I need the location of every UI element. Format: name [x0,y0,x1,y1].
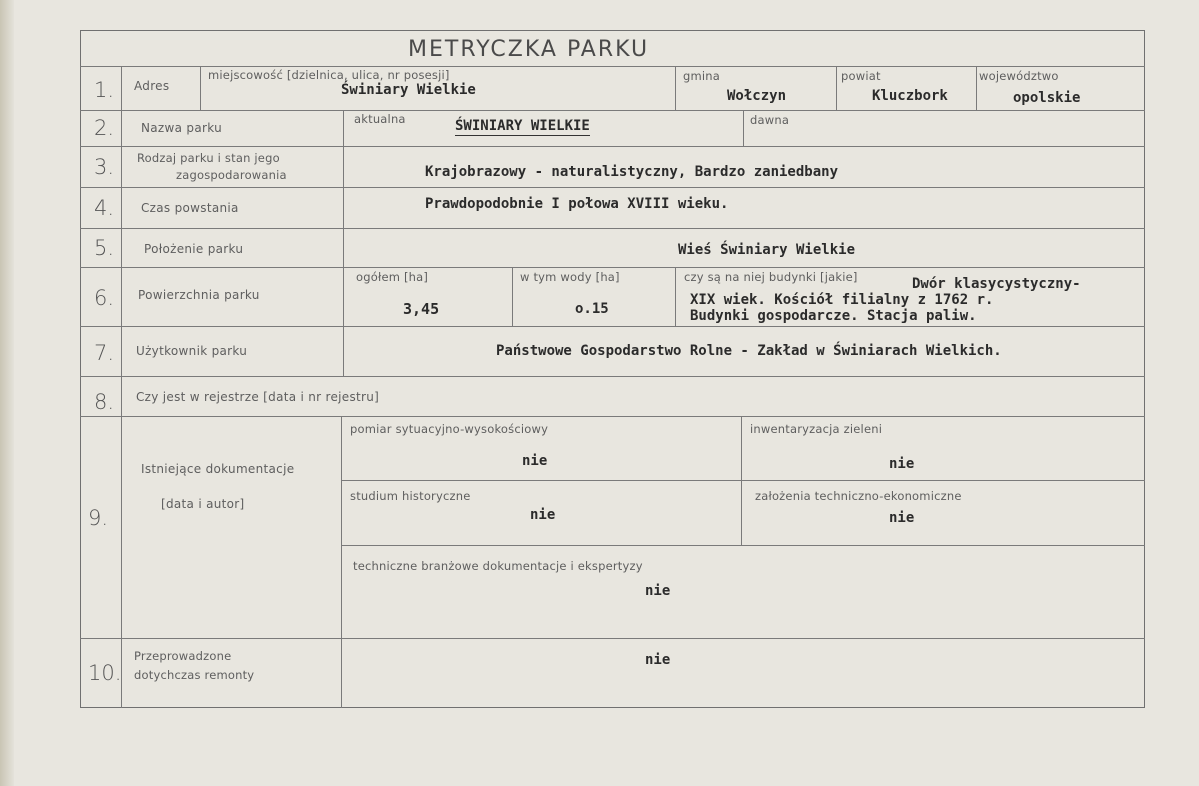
form-title: METRYCZKA PARKU [408,37,650,62]
rule [675,66,676,110]
renovations-value: nie [645,652,671,668]
row-number: 3. [94,155,115,179]
historical-study-label: studium historyczne [350,489,471,503]
rule [80,267,1145,268]
rule [80,228,1145,229]
row-number: 1. [94,78,115,102]
row-number: 4. [94,196,115,220]
survey-label: pomiar sytuacyjno-wysokościowy [350,422,549,436]
rule [836,66,837,110]
technical-economic-value: nie [889,510,915,526]
water-area-label: w tym wody [ha] [520,270,620,284]
rule [80,638,1145,639]
row-number: 8. [94,390,115,414]
rule [341,480,1145,481]
former-name-label: dawna [750,113,790,127]
locality-label: miejscowość [dzielnica, ulica, nr posesji] [208,68,450,82]
park-name-label: Nazwa parku [141,121,223,135]
rule [80,146,1145,147]
survey-value: nie [522,453,548,469]
park-user-value: Państwowe Gospodarstwo Rolne - Zakład w Świniarach Wielkich. [496,343,1002,359]
row-number: 9. [88,506,109,530]
buildings-label: czy są na niej budynki [jakie] [684,270,858,284]
locality-value: Świniary Wielkie [341,82,476,98]
renovations-label-line2: dotychczas remonty [134,668,255,682]
powiat-label: powiat [841,69,881,83]
technical-docs-value: nie [645,583,671,599]
rule [341,416,342,708]
technical-docs-label: techniczne branżowe dokumentacje i ekspertyzy [353,559,643,573]
row-number: 7. [94,341,115,365]
rule [200,66,201,110]
row-number: 5. [94,236,115,260]
powiat-value: Kluczbork [872,88,948,104]
buildings-value-line1: Dwór klasycystyczny- [912,276,1081,292]
greenery-inventory-value: nie [889,456,915,472]
rule [512,267,513,326]
buildings-value-line3: Budynki gospodarcze. Stacja paliw. [690,308,977,324]
row-number: 6. [94,286,115,310]
rule [743,110,744,146]
rule [80,376,1145,377]
documentation-label-line2: [data i autor] [161,497,245,511]
park-type-label: Rodzaj parku i stan jego [137,151,280,165]
creation-time-label: Czas powstania [141,201,239,215]
buildings-value-line2: XIX wiek. Kościół filialny z 1762 r. [690,292,994,308]
form-frame [80,30,1145,708]
area-label: Powierzchnia parku [138,288,260,302]
rule [80,416,1145,417]
total-area-value: 3,45 [403,300,440,318]
renovations-label: Przeprowadzone [134,649,232,663]
gmina-label: gmina [683,69,721,83]
park-type-value: Krajobrazowy - naturalistyczny, Bardzo zaniedbany [425,164,839,180]
rule [80,110,1145,111]
rule [343,110,344,376]
rule [675,267,676,326]
current-name-value: ŚWINIARY WIELKIE [455,118,590,134]
location-label: Położenie parku [144,242,244,256]
register-label: Czy jest w rejestrze [data i nr rejestru] [136,390,380,404]
rule [341,545,1145,546]
card-edge [0,0,14,786]
historical-study-value: nie [530,507,556,523]
total-area-label: ogółem [ha] [356,270,429,284]
rule [80,326,1145,327]
rule [741,416,742,545]
voivodeship-label: województwo [979,69,1059,83]
current-name-label: aktualna [354,112,406,126]
documentation-label: Istniejące dokumentacje [141,462,295,476]
address-label: Adres [134,79,170,93]
gmina-value: Wołczyn [727,88,787,104]
creation-time-value: Prawdopodobnie I połowa XVIII wieku. [425,196,729,212]
row-number: 10. [88,661,122,685]
rule [976,66,977,110]
voivodeship-value: opolskie [1013,90,1081,106]
rule [80,187,1145,188]
rule [121,66,122,708]
park-user-label: Użytkownik parku [136,344,248,358]
location-value: Wieś Świniary Wielkie [678,242,856,258]
row-number: 2. [94,116,115,140]
greenery-inventory-label: inwentaryzacja zieleni [750,422,883,436]
park-type-label-line2: zagospodarowania [176,168,287,182]
technical-economic-label: założenia techniczno-ekonomiczne [755,489,962,503]
water-area-value: o.15 [575,301,609,317]
